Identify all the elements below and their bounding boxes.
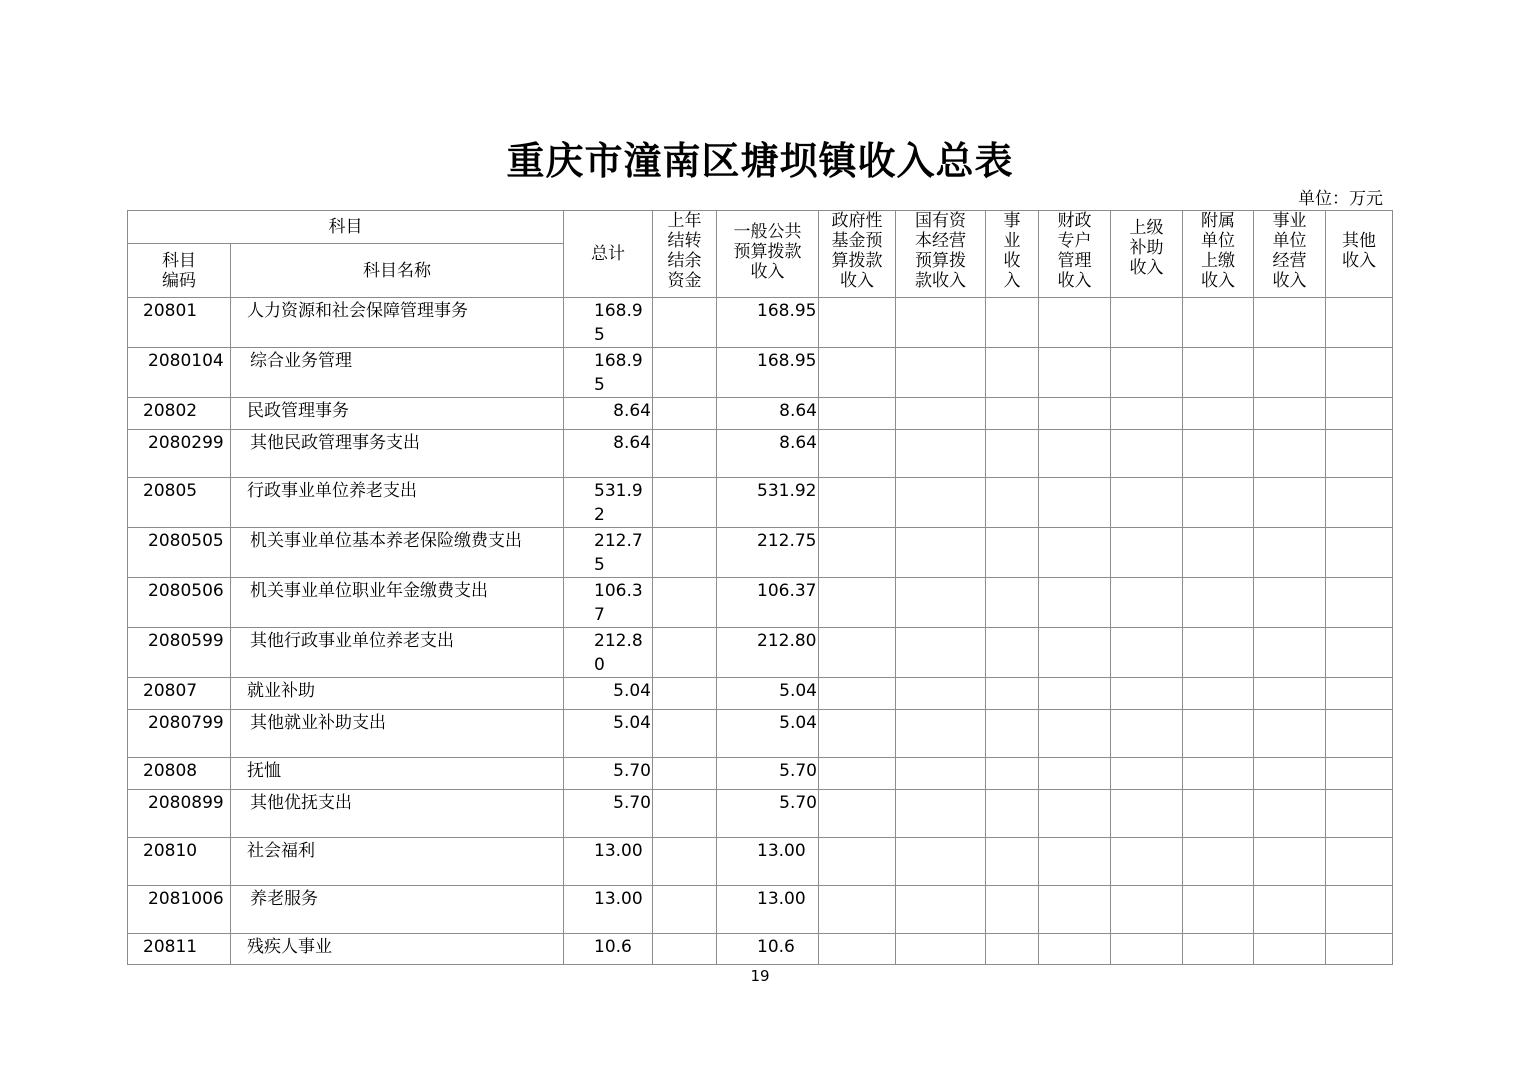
subject-code-cell: 2080599	[128, 628, 231, 678]
gov-fund-cell	[819, 710, 896, 758]
general-budget-cell: 168.95	[717, 348, 819, 398]
fiscal-special-cell	[1039, 678, 1111, 710]
subject-name-cell: 行政事业单位养老支出	[231, 478, 564, 528]
business-income-cell	[986, 398, 1039, 430]
state-capital-cell	[896, 528, 986, 578]
gov-fund-cell	[819, 758, 896, 790]
operation-cell	[1254, 758, 1326, 790]
general-budget-cell: 531.92	[717, 478, 819, 528]
superior-subsidy-cell	[1111, 758, 1183, 790]
state-capital-cell	[896, 710, 986, 758]
business-income-cell	[986, 886, 1039, 934]
state-capital-cell	[896, 298, 986, 348]
total-cell: 5.70	[564, 758, 653, 790]
business-income-cell	[986, 710, 1039, 758]
affiliated-cell	[1183, 790, 1254, 838]
superior-subsidy-cell	[1111, 710, 1183, 758]
business-income-cell	[986, 758, 1039, 790]
subject-name-cell: 社会福利	[231, 838, 564, 886]
table-row	[128, 678, 1393, 710]
general-budget-cell: 8.64	[717, 430, 819, 478]
header-affiliated-text: 附属 单位 上缴 收入	[1201, 211, 1235, 291]
fiscal-special-cell	[1039, 430, 1111, 478]
subject-name-cell: 就业补助	[231, 678, 564, 710]
operation-cell	[1254, 678, 1326, 710]
header-business-income	[986, 211, 1039, 298]
other-income-cell	[1326, 398, 1393, 430]
operation-cell	[1254, 710, 1326, 758]
general-budget-cell: 5.04	[717, 678, 819, 710]
gov-fund-cell	[819, 790, 896, 838]
header-gov-fund	[819, 211, 896, 298]
business-income-cell	[986, 528, 1039, 578]
fiscal-special-cell	[1039, 528, 1111, 578]
carryover-cell	[653, 678, 717, 710]
other-income-cell	[1326, 758, 1393, 790]
business-income-cell	[986, 934, 1039, 965]
gov-fund-cell	[819, 678, 896, 710]
table-row	[128, 934, 1393, 965]
table-row	[128, 838, 1393, 886]
income-table	[127, 210, 1393, 965]
business-income-cell	[986, 678, 1039, 710]
header-code-text: 科目 编码	[162, 250, 196, 291]
total-cell: 168.95	[564, 298, 653, 348]
subject-code-cell: 20811	[128, 934, 231, 965]
state-capital-cell	[896, 478, 986, 528]
affiliated-cell	[1183, 348, 1254, 398]
subject-code-cell: 2080104	[128, 348, 231, 398]
subject-code-cell: 20810	[128, 838, 231, 886]
superior-subsidy-cell	[1111, 886, 1183, 934]
table-row	[128, 348, 1393, 398]
total-cell: 8.64	[564, 430, 653, 478]
affiliated-cell	[1183, 298, 1254, 348]
fiscal-special-cell	[1039, 478, 1111, 528]
fiscal-special-cell	[1039, 578, 1111, 628]
gov-fund-cell	[819, 478, 896, 528]
state-capital-cell	[896, 886, 986, 934]
affiliated-cell	[1183, 398, 1254, 430]
header-total: 总计	[564, 211, 653, 298]
fiscal-special-cell	[1039, 628, 1111, 678]
total-cell: 13.00	[564, 886, 653, 934]
superior-subsidy-cell	[1111, 934, 1183, 965]
general-budget-cell: 168.95	[717, 298, 819, 348]
carryover-cell	[653, 528, 717, 578]
other-income-cell	[1326, 348, 1393, 398]
general-budget-cell: 5.70	[717, 790, 819, 838]
total-cell: 168.95	[564, 348, 653, 398]
other-income-cell	[1326, 628, 1393, 678]
subject-name-cell: 其他优抚支出	[231, 790, 564, 838]
carryover-cell	[653, 758, 717, 790]
carryover-cell	[653, 348, 717, 398]
other-income-cell	[1326, 790, 1393, 838]
affiliated-cell	[1183, 710, 1254, 758]
general-budget-cell: 5.70	[717, 758, 819, 790]
subject-code-cell: 20805	[128, 478, 231, 528]
gov-fund-cell	[819, 298, 896, 348]
other-income-cell	[1326, 886, 1393, 934]
subject-name-cell: 抚恤	[231, 758, 564, 790]
other-income-cell	[1326, 838, 1393, 886]
header-business-income-text: 事 业 收 入	[1003, 211, 1021, 291]
superior-subsidy-cell	[1111, 398, 1183, 430]
carryover-cell	[653, 398, 717, 430]
operation-cell	[1254, 838, 1326, 886]
operation-cell	[1254, 628, 1326, 678]
gov-fund-cell	[819, 838, 896, 886]
business-income-cell	[986, 790, 1039, 838]
fiscal-special-cell	[1039, 838, 1111, 886]
operation-cell	[1254, 790, 1326, 838]
other-income-cell	[1326, 710, 1393, 758]
table-row	[128, 578, 1393, 628]
subject-code-cell: 20808	[128, 758, 231, 790]
total-cell: 5.04	[564, 678, 653, 710]
carryover-cell	[653, 934, 717, 965]
other-income-cell	[1326, 528, 1393, 578]
general-budget-cell: 10.6	[717, 934, 819, 965]
general-budget-cell: 5.04	[717, 710, 819, 758]
header-gov-fund-text: 政府性 基金预 算拨款 收入	[831, 211, 883, 291]
business-income-cell	[986, 838, 1039, 886]
state-capital-cell	[896, 758, 986, 790]
subject-name-cell: 其他行政事业单位养老支出	[231, 628, 564, 678]
subject-name-cell: 人力资源和社会保障管理事务	[231, 298, 564, 348]
subject-name-cell: 综合业务管理	[231, 348, 564, 398]
operation-cell	[1254, 528, 1326, 578]
superior-subsidy-cell	[1111, 348, 1183, 398]
operation-cell	[1254, 886, 1326, 934]
subject-name-cell: 机关事业单位职业年金缴费支出	[231, 578, 564, 628]
subject-code-cell: 2080799	[128, 710, 231, 758]
affiliated-cell	[1183, 628, 1254, 678]
carryover-cell	[653, 298, 717, 348]
state-capital-cell	[896, 578, 986, 628]
header-carryover-text: 上年 结转 结余 资金	[667, 211, 702, 291]
business-income-cell	[986, 628, 1039, 678]
superior-subsidy-cell	[1111, 528, 1183, 578]
carryover-cell	[653, 886, 717, 934]
header-other	[1326, 211, 1393, 298]
other-income-cell	[1326, 934, 1393, 965]
state-capital-cell	[896, 934, 986, 965]
table-row	[128, 478, 1393, 528]
affiliated-cell	[1183, 430, 1254, 478]
carryover-cell	[653, 478, 717, 528]
business-income-cell	[986, 478, 1039, 528]
affiliated-cell	[1183, 934, 1254, 965]
subject-code-cell: 2080299	[128, 430, 231, 478]
business-income-cell	[986, 578, 1039, 628]
subject-code-cell: 20802	[128, 398, 231, 430]
table-row	[128, 710, 1393, 758]
header-subject: 科目	[128, 211, 564, 244]
total-cell: 106.37	[564, 578, 653, 628]
fiscal-special-cell	[1039, 298, 1111, 348]
fiscal-special-cell	[1039, 398, 1111, 430]
operation-cell	[1254, 398, 1326, 430]
superior-subsidy-cell	[1111, 430, 1183, 478]
total-cell: 531.92	[564, 478, 653, 528]
carryover-cell	[653, 628, 717, 678]
operation-cell	[1254, 430, 1326, 478]
other-income-cell	[1326, 430, 1393, 478]
operation-cell	[1254, 578, 1326, 628]
fiscal-special-cell	[1039, 758, 1111, 790]
superior-subsidy-cell	[1111, 678, 1183, 710]
subject-name-cell: 残疾人事业	[231, 934, 564, 965]
affiliated-cell	[1183, 478, 1254, 528]
header-fiscal-special-text: 财政 专户 管理 收入	[1057, 211, 1092, 291]
subject-name-cell: 机关事业单位基本养老保险缴费支出	[231, 528, 564, 578]
general-budget-cell: 13.00	[717, 886, 819, 934]
table-body	[128, 298, 1393, 965]
subject-code-cell: 2080505	[128, 528, 231, 578]
state-capital-cell	[896, 628, 986, 678]
business-income-cell	[986, 430, 1039, 478]
table-row	[128, 790, 1393, 838]
fiscal-special-cell	[1039, 790, 1111, 838]
affiliated-cell	[1183, 758, 1254, 790]
total-cell: 212.75	[564, 528, 653, 578]
unit-label: 单位：万元	[1298, 189, 1383, 209]
table-row	[128, 430, 1393, 478]
fiscal-special-cell	[1039, 710, 1111, 758]
affiliated-cell	[1183, 528, 1254, 578]
carryover-cell	[653, 790, 717, 838]
page-number: 19	[750, 967, 770, 985]
header-superior-subsidy-text: 上级 补助 收入	[1129, 218, 1164, 278]
gov-fund-cell	[819, 934, 896, 965]
gov-fund-cell	[819, 398, 896, 430]
header-row-1	[128, 211, 1393, 244]
header-operation-text: 事业 单位 经营 收入	[1272, 211, 1307, 291]
total-cell: 212.80	[564, 628, 653, 678]
total-cell: 13.00	[564, 838, 653, 886]
general-budget-cell: 8.64	[717, 398, 819, 430]
affiliated-cell	[1183, 886, 1254, 934]
table-row	[128, 628, 1393, 678]
gov-fund-cell	[819, 430, 896, 478]
subject-code-cell: 2080506	[128, 578, 231, 628]
other-income-cell	[1326, 678, 1393, 710]
state-capital-cell	[896, 790, 986, 838]
header-fiscal-special	[1039, 211, 1111, 298]
general-budget-cell: 212.75	[717, 528, 819, 578]
state-capital-cell	[896, 838, 986, 886]
general-budget-cell: 106.37	[717, 578, 819, 628]
subject-name-cell: 其他就业补助支出	[231, 710, 564, 758]
gov-fund-cell	[819, 628, 896, 678]
gov-fund-cell	[819, 578, 896, 628]
superior-subsidy-cell	[1111, 578, 1183, 628]
business-income-cell	[986, 298, 1039, 348]
subject-code-cell: 20807	[128, 678, 231, 710]
state-capital-cell	[896, 348, 986, 398]
business-income-cell	[986, 348, 1039, 398]
header-code	[128, 244, 231, 298]
table-row	[128, 758, 1393, 790]
page-title: 重庆市潼南区塘坝镇收入总表	[506, 138, 1014, 183]
table-row	[128, 528, 1393, 578]
fiscal-special-cell	[1039, 886, 1111, 934]
table-row	[128, 886, 1393, 934]
header-carryover	[653, 211, 717, 298]
superior-subsidy-cell	[1111, 790, 1183, 838]
header-general-budget	[717, 211, 819, 298]
general-budget-cell: 212.80	[717, 628, 819, 678]
superior-subsidy-cell	[1111, 838, 1183, 886]
affiliated-cell	[1183, 678, 1254, 710]
table-row	[128, 398, 1393, 430]
affiliated-cell	[1183, 578, 1254, 628]
gov-fund-cell	[819, 528, 896, 578]
header-state-capital-text: 国有资 本经营 预算拨 款收入	[915, 211, 966, 291]
gov-fund-cell	[819, 348, 896, 398]
table-row	[128, 298, 1393, 348]
subject-code-cell: 2081006	[128, 886, 231, 934]
superior-subsidy-cell	[1111, 478, 1183, 528]
total-cell: 5.04	[564, 710, 653, 758]
header-state-capital	[896, 211, 986, 298]
operation-cell	[1254, 348, 1326, 398]
superior-subsidy-cell	[1111, 628, 1183, 678]
superior-subsidy-cell	[1111, 298, 1183, 348]
operation-cell	[1254, 298, 1326, 348]
total-cell: 8.64	[564, 398, 653, 430]
subject-name-cell: 养老服务	[231, 886, 564, 934]
carryover-cell	[653, 838, 717, 886]
affiliated-cell	[1183, 838, 1254, 886]
total-cell: 10.6	[564, 934, 653, 965]
general-budget-cell: 13.00	[717, 838, 819, 886]
subject-name-cell: 民政管理事务	[231, 398, 564, 430]
other-income-cell	[1326, 298, 1393, 348]
header-affiliated	[1183, 211, 1254, 298]
carryover-cell	[653, 430, 717, 478]
operation-cell	[1254, 478, 1326, 528]
carryover-cell	[653, 710, 717, 758]
subject-code-cell: 20801	[128, 298, 231, 348]
header-superior-subsidy	[1111, 211, 1183, 298]
state-capital-cell	[896, 398, 986, 430]
other-income-cell	[1326, 578, 1393, 628]
subject-code-cell: 2080899	[128, 790, 231, 838]
operation-cell	[1254, 934, 1326, 965]
subject-name-cell: 其他民政管理事务支出	[231, 430, 564, 478]
fiscal-special-cell	[1039, 348, 1111, 398]
header-general-budget-text: 一般公共 预算拨款 收入	[733, 222, 802, 282]
state-capital-cell	[896, 430, 986, 478]
state-capital-cell	[896, 678, 986, 710]
header-operation	[1254, 211, 1326, 298]
gov-fund-cell	[819, 886, 896, 934]
header-other-text: 其他 收入	[1342, 231, 1376, 271]
fiscal-special-cell	[1039, 934, 1111, 965]
total-cell: 5.70	[564, 790, 653, 838]
other-income-cell	[1326, 478, 1393, 528]
header-name: 科目名称	[231, 244, 564, 298]
carryover-cell	[653, 578, 717, 628]
